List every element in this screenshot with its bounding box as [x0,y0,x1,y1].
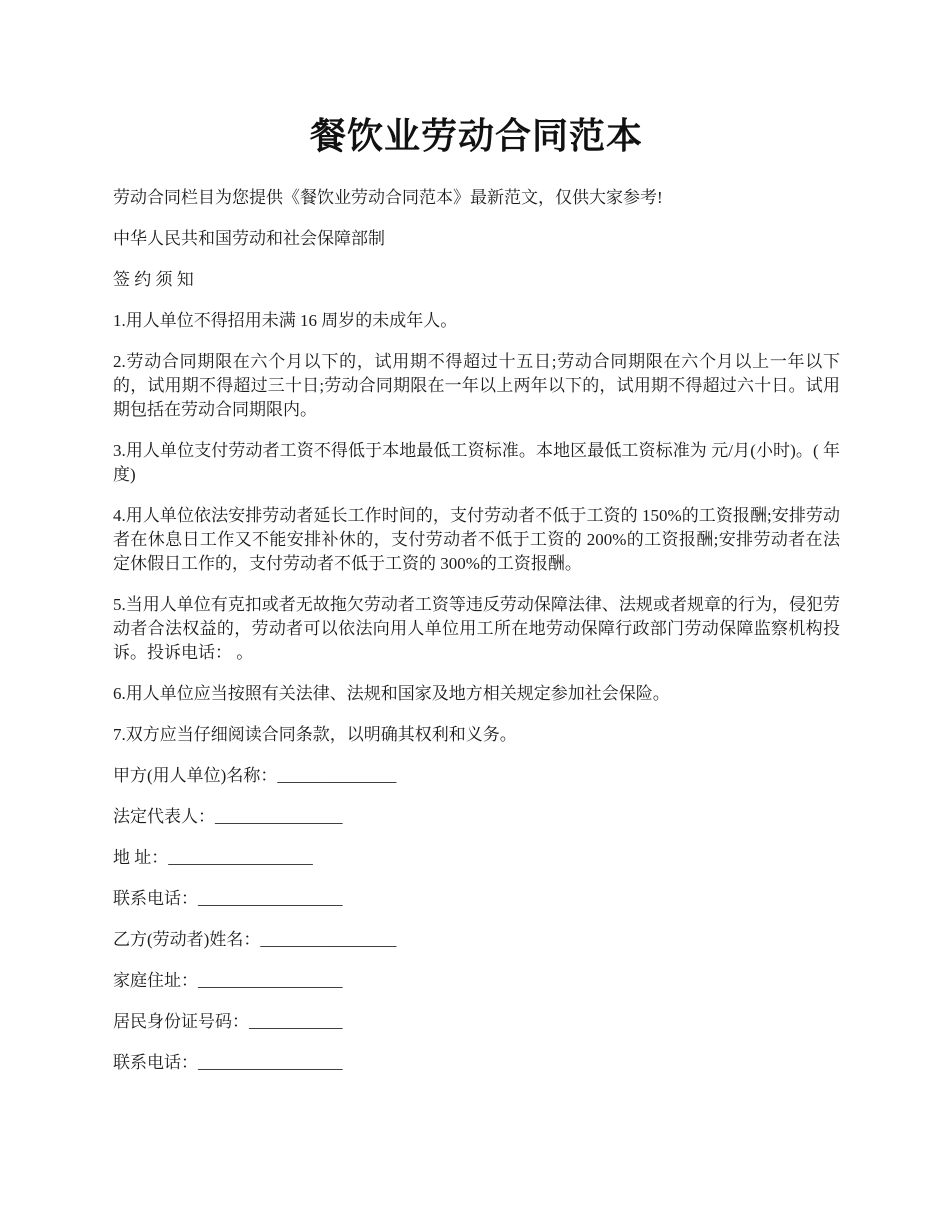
notice-item-7: 7.双方应当仔细阅读合同条款，以明确其权利和义务。 [113,725,517,744]
field-label: 家庭住址： [113,971,198,990]
field-blank-line: _________________ [168,848,313,867]
field-legal-representative [113,805,840,829]
notice-item-5: 5.当用人单位有克扣或者无故拖欠劳动者工资等违反劳动保障法律、法规或者规章的行为，侵犯劳动者合法权益的，劳动者可以依法向用人单位用工所在地劳动保障行政部门劳动保障监察机构投诉。投诉电话： 。 [113,595,840,662]
field-blank-line: ______________ [277,766,397,785]
notice-item-3: 3.用人单位支付劳动者工资不得低于本地最低工资标准。本地区最低工资标准为 元/月(小时)。( 年度) [113,441,840,484]
field-blank-line: _________________ [198,971,343,990]
document-title: 餐饮业劳动合同范本 [309,116,643,156]
field-id-number [113,1010,840,1034]
field-employer-name [113,764,840,788]
field-address [113,846,840,870]
field-employee-phone [113,1051,840,1075]
notice-heading: 签 约 须 知 [113,270,194,289]
field-label: 法定代表人： [113,807,215,826]
document-page [113,112,840,1092]
notice-item-2: 2.劳动合同期限在六个月以下的，试用期不得超过十五日;劳动合同期限在六个月以上一年以下的，试用期不得超过三十日;劳动合同期限在一年以上两年以下的，试用期不得超过六十日。试用期包括在劳动合同期限内。 [113,352,840,419]
field-home-address [113,969,840,993]
field-label: 甲方(用人单位)名称： [113,766,278,785]
field-label: 居民身份证号码： [113,1012,249,1031]
field-blank-line: _______________ [215,807,343,826]
field-blank-line: ___________ [249,1012,343,1031]
notice-item-4: 4.用人单位依法安排劳动者延长工作时间的，支付劳动者不低于工资的 150%的工资报酬;安排劳动者在休息日工作又不能安排补休的，支付劳动者不低于工资的 200%的工资报酬;安排劳动者在法定休假日工作的，支付劳动者不低于工资的 300%的工资报酬。 [113,506,840,573]
field-label: 乙方(劳动者)姓名： [113,930,261,949]
intro-paragraph: 劳动合同栏目为您提供《餐饮业劳动合同范本》最新范文，仅供大家参考! [113,188,663,207]
field-employer-phone [113,887,840,911]
field-blank-line: _________________ [198,1053,343,1072]
field-blank-line: ________________ [260,930,397,949]
field-label: 联系电话： [113,1053,198,1072]
field-employee-name [113,928,840,952]
field-label: 地 址： [113,848,169,867]
notice-item-1: 1.用人单位不得招用未满 16 周岁的未成年人。 [113,311,458,330]
issuer-line: 中华人民共和国劳动和社会保障部制 [113,229,385,248]
notice-item-6: 6.用人单位应当按照有关法律、法规和国家及地方相关规定参加社会保险。 [113,684,670,703]
field-blank-line: _________________ [198,889,343,908]
field-label: 联系电话： [113,889,198,908]
